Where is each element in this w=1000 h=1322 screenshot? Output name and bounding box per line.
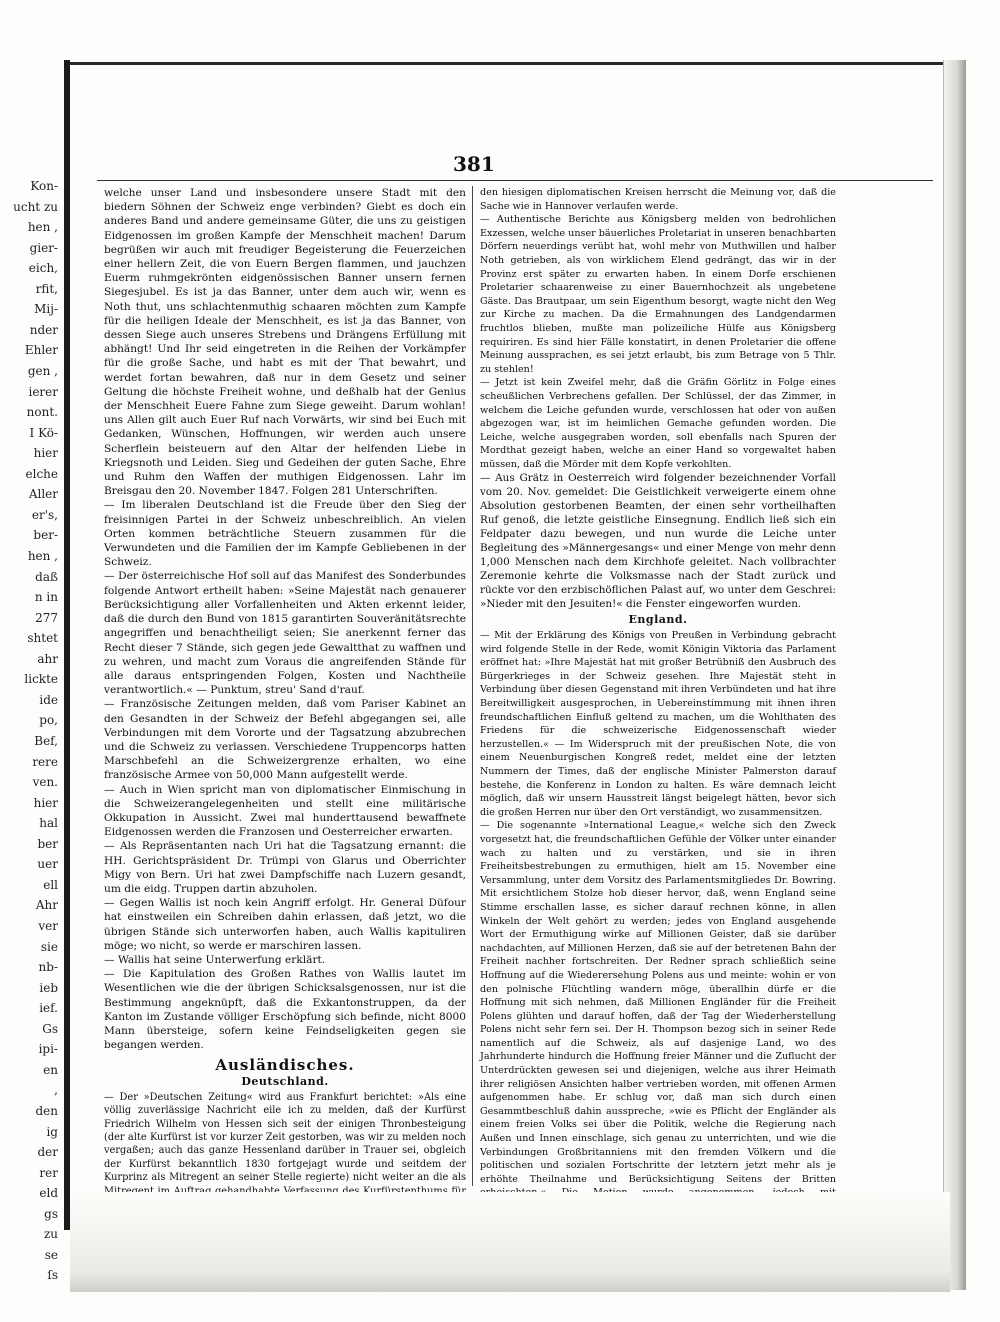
margin-fragment: Ahr (35, 898, 58, 913)
page-bottom-area (70, 1192, 950, 1292)
margin-fragment: hen , (27, 220, 58, 235)
margin-fragment: der (37, 1145, 58, 1160)
margin-fragment: ber (37, 836, 58, 851)
margin-fragment: daß (35, 569, 58, 584)
margin-fragment: gen , (27, 364, 58, 378)
margin-fragment: shtet (27, 631, 58, 646)
margin-fragment: rfit, (35, 281, 58, 296)
column-divider (472, 186, 473, 1186)
margin-fragment: ver (38, 919, 58, 933)
margin-fragment: den (35, 1104, 58, 1118)
margin-fragment: en (43, 1062, 58, 1077)
margin-fragment: ig (46, 1124, 58, 1139)
margin-fragment: nder (29, 322, 58, 337)
margin-fragment: hier (33, 446, 58, 461)
paragraph: — Die sogenannte »International League,« welche sich den Zweck vorgesetzt hat, die freundschaftlichen Gefühle der Völker unter einander wach zu halten und zu verstärken, und sie in ihren Freiheitsbestrebungen zu ermuthigen, hielt am 15. November eine Versammlung, unter dem Vorsitz des Parlamentsmitgliedes Dr. Bowring. Mit ersichtlichem Stolze hob dieser hervor, daß, wenn England seine Stimme erschallen lasse, es sicher darauf rechnen könne, in allen Winkeln der Welt gehört zu werden; jedes von England ausgehende Wort der Ermuthigung wirke auf Millionen Geister, daß sie darüber nachdachten, auf Millionen Herzen, daß sie auf der betretenen Bahn der Freiheit nachher fortschreiten. Der Redner sprach schließlich seine Hoffnung auf die Wiederersehung Polens aus und meinte: wohin er von den polnische Flüchtling wandern möge, überallhin dürfe er die Hoffnung mit sich nehmen, daß Millionen Engländer für die Freiheit Polens glühten und darauf hoffen, daß der Tag der Wiederherstellung Polens nicht sehr fern sei. Der H. Thompson bezog sich in seiner Rede namentlich auf die Schweiz, als auf dasjenige Land, wo des Jahrhunderte hindurch die Hoffnung freier Männer und die Zuflucht der Unterdrückten gewesen sei und diejenigen, welche aus ihrer Heimath ihrer religiösen Ansichten halber vertrieben worden, mit offenen Armen aufgenommen habe. Er schlug vor, daß man sich durch einen Gesammtbeschluß dahin ausspreche, »wie es Pflicht der Engländer als einem freien Volks sei über die Politik, welche die Regierung nach Außen und Innen einschlage, sich genau zu unterrichten, und wie die Verbindungen Großbritanniens mit den fremden Völkern und die politischen und sozialen Fortschritte der letztern jetzt mehr als je erhöhte Theilnahme und Berücksichtigung Seitens der Britten (480, 820, 836, 1185)
paragraph: — Wallis hat seine Unterwerfung erklärt. (104, 953, 326, 966)
margin-fragment: ief. (39, 1001, 58, 1016)
margin-fragment: , (54, 1083, 58, 1098)
margin-fragment: Bef, (34, 734, 58, 748)
left-text-column (104, 186, 466, 1238)
margin-fragment: hier (33, 795, 58, 810)
sub-heading: Deutschland. (241, 1074, 329, 1088)
margin-fragment: 277 (35, 610, 58, 625)
margin-fragment: hen , (27, 549, 58, 563)
margin-fragment: zu (43, 1227, 58, 1242)
margin-fragment: nont. (26, 405, 58, 420)
paragraph: — Jetzt ist kein Zweifel mehr, daß die Gräfin Görlitz in Folge eines scheußlichen Verbrechens gefallen. Der Schlüssel, der das Zimmer, in welchem die Leiche gefunden wurde, verschlossen hat oder von außen abgezogen war, ist im heimlichen Gemache gefunden worden. Die Leiche, welche ausgegraben worden, soll ebenfalls nach Spuren der Mordthat gezeigt haben, welche an einer Hand so vorgewaltet haben müssen, daß die Mörder mit dem Kopfe verkohlten. (480, 377, 836, 470)
paragraph: — Aus Grätz in Oesterreich wird folgender bezeichnender Vorfall vom 20. Nov. gemeldet: Die Geistlichkeit verweigerte einem ohne Absolution gestorbenen Beamten, der einen sehr vortheilhaften Ruf genoß, die letzte geistliche Einsegnung. Endlich ließ sich ein Feldpater dazu bewegen, und nun wurde die Leiche unter Begleitung des »Männergesangs« und einer Menge von mehr denn 1,000 Menschen nach dem Kirchhofe geleitet. Nach vollbrachter Zeremonie kehrte die Volksmasse nach der Stadt zurück und rückte vor den erzbischöflichen Palast auf, wo unter dem Geschrei: »Nieder mit den Jesuiten!« die Fenster eingeworfen wurden. (480, 472, 836, 611)
paragraph: — Gegen Wallis ist noch kein Angriff erfolgt. Hr. General Düfour hat einstweilen ein Schreiben dahin erlassen, daß jetzt, wo die übrigen Stände sich unterworfen haben, auch Wallis kapituliren möge; wo nicht, so werde er marschiren lassen. (104, 897, 466, 952)
page-top-rule (70, 62, 946, 65)
margin-fragment: ucht zu (13, 199, 58, 214)
paragraph: — Authentische Berichte aus Königsberg melden von bedrohlichen Exzessen, welche unser bäuerliches Proletariat in unseren benachbarten Dörfern neuerdings verübt hat, wohl mehr von Muthwillen und halber Noth getrieben, als von wirklichem Elend gedrängt, das wir in der Provinz erst später zu erwarten haben. In einem Dorfe erschienen Proletarier schaarenweise zu einer Bauernhochzeit als ungebetene Gäste. Das Brautpaar, um sein Eigenthum besorgt, wagte nicht den Weg zur Kirche zu machen. Da die Ermahnungen des Landgendarmen fruchtlos blieben, mußte man polizeiliche Hülfe aus Königsberg requiriren. Es sind hier Fälle konstatirt, in denen Proletarier die offene Meinung aussprachen, es sei jetzt erlaubt, bis zum Betrage von 5 Thlr. zu stehlen! (480, 214, 837, 375)
margin-fragment: eich, (28, 261, 58, 276)
margin-fragment: ber- (33, 528, 58, 543)
header-rule (97, 180, 933, 181)
paragraph: — Mit der Erklärung des Königs von Preußen in Verbindung gebracht wird folgende Stelle in der Rede, womit Königin Viktoria das Parlament eröffnet hat: »Ihre Majestät hat mit großer Betrübniß den Ausbruch des Bürgerkrieges in der Schweiz gesehen. Ihre Majestät steht in Verbindung über diesen Gegenstand mit ihren Verbündeten und hat ihre Bereitwilligkeit ausgesprochen, in Uebereinstimmung mit ihnen ihren freundschaftlichen Einfluß geltend zu machen, um die Wohlthaten des Friedens für die schweizerische Eidgenossenschaft wieder herzustellen.« — Im Widerspruch mit der preußischen Note, die von einem Neuenburgischen Kongreß redet, meldet eine der letzten Nummern der Times, daß der englische Minister Palmerston darauf bestehe, die Konferenz in London zu halten. Es wäre demnach leicht möglich, daß wir unsern Hausstreit längst beigelegt hätten, bevor sich die großen Herren nur über den Ort verständigt, wo zusammensitzen. (480, 630, 836, 818)
left-page-margin-fragments (0, 60, 70, 1283)
margin-fragment: gier- (29, 240, 58, 255)
margin-fragment: sie (40, 939, 58, 954)
paragraph: — Auch in Wien spricht man von diplomatischer Einmischung in die Schweizerangelegenheiten und stellt eine militärische Okkupation in Aussicht. Zwei mal hunderttausend bewaffnete Eidgenossen werden die Franzosen und Oesterreicher erwarten. (104, 783, 466, 839)
right-text-column (480, 186, 836, 1268)
margin-fragment: n in (34, 590, 58, 605)
paragraph: — Der österreichische Hof soll auf das Manifest des Sonderbundes folgende Antwort ertheilt haben: »Seine Majestät nach genauerer Berücksichtigung aller Vorfallenheiten und Akten erkennt leider, daß die durch den Bund von 1815 garantirten Souveränitätsrechte angegriffen und benachtheiligt seien; Sie anerkennt ferner das Recht dieser 7 Stände, sich gegen jede Gewaltthat zu waffnen und zu wehren, und macht zum Voraus die angreifenden Stände für alle daraus entspringenden Folgen, Kosten und Nachtheile verantwortlich.« — Punktum, streu' Sand d'rauf. (104, 570, 466, 697)
margin-fragment: Gs (42, 1021, 58, 1036)
page-edge-shadow (943, 60, 966, 1290)
paragraph: den hiesigen diplomatischen Kreisen herrscht die Meinung vor, daß die Sache wie in Hannover verlaufen werde. (480, 187, 836, 212)
margin-fragment: hal (39, 816, 58, 831)
sub-heading: England. (628, 613, 688, 627)
margin-fragment: rere (32, 754, 58, 769)
margin-fragment: uer (37, 857, 58, 872)
paragraph: — Französische Zeitungen melden, daß vom Pariser Kabinet an den Gesandten in der Schweiz der Befehl abgegangen sei, alle Verbindungen mit dem Vororte und der Tagsatzung abzubrechen und die Schweiz zu verlassen. Verschiedene Truppencorps hatten Marschbefehl an die Schweizergrenze erhalten, wo eine französische Armee von 50,000 Mann aufgestellt werde. (104, 698, 466, 782)
margin-fragment: Ehler (24, 343, 58, 358)
margin-fragment: eld (39, 1186, 58, 1201)
margin-fragment: ſs (47, 1268, 58, 1283)
margin-fragment: po, (39, 713, 58, 728)
margin-fragment: elche (25, 466, 58, 481)
paragraph: welche unser Land und insbesondere unsere Stadt mit den biedern Söhnen der Schweiz enge verbinden? Giebt es doch ein anderes Band und andere gemeinsame Güter, die uns zu geistigen Eidgenossen im großen Kampfe der Menschheit machen! Darum begrüßen wir auch mit freudiger Begeisterung die Feuerzeichen einer hellern Zeit, die von Euern Bergen flammen, und jauchzen Euerm ruhmgekrönten eidgenössischen Banner unsern fernen Siegesjubel. Es ist ja das Banner, unter dem auch wir, wenn es Noth thut, uns schlachtenmuthig schaaren möchten zum Kampfe für die heiligen Ideale der Menschheit, es ist ja das Banner, von dessen Siege auch unseres Strebens und Drängens Erfüllung mit abhängt! Und Ihr seid eingetreten in die Reihen der Vorkämpfer für die große Sache, und habt es mit der That bewahrt, und werdet fortan bewahren, daß nur in dem Gesetz und seiner Geltung die höchste Freiheit wohne, und deßhalb hat der Genius der Menschheit Euere Fahne zum Siege geweiht. Darum wohlan! uns Allen gilt auch Euer Ruf nach Vorwärts, wir sind bei Euch mit Gedanken, Wünschen, Hoffnungen, wir werden auch unsere Scherflein beisteuern auf den Altar der helfenden Liebe in Kriegsnoth und Leiden. Sieg und Gedeihen der guten Sache, Ehre und Ruhm den Waffen der muthigen Eidgenossen. Lahr im Breisgau den 20. November 1847. Folgen 281 Unterschriften. (104, 187, 466, 498)
paragraph: — Als Repräsentanten nach Uri hat die Tagsatzung ernannt: die HH. Gerichtspräsident Dr. Trümpi von Glarus und Oberrichter Migy von Bern. Uri hat zwei Dampfschiffe nach Luzern gesandt, um die eidg. Truppen dartin abzuholen. (104, 840, 466, 895)
margin-fragment: ierer (28, 384, 58, 399)
margin-fragment: Aller (28, 487, 58, 502)
margin-fragment: ide (39, 692, 58, 707)
margin-fragment: er's, (31, 507, 58, 522)
section-heading: Ausländisches. (215, 1056, 355, 1075)
margin-fragment: I Kö- (29, 425, 58, 440)
margin-fragment: se (44, 1247, 58, 1262)
margin-fragment: Mij- (34, 302, 58, 317)
margin-fragment: nb- (38, 960, 58, 975)
page-number: 381 (453, 152, 495, 176)
margin-fragment: Kon- (30, 179, 58, 193)
paragraph: — Im liberalen Deutschland ist die Freude über den Sieg der freisinnigen Partei in der Schweiz unbeschreiblich. An vielen Orten kommen beträchtliche Steuern zusammen für die Verwundeten und die Familien der im Kampfe Gebliebenen in der Schweiz. (104, 499, 466, 569)
paragraph: — Der »Deutschen Zeitung« wird aus Frankfurt berichtet: »Als eine völlig zuverlässige Nachricht eile ich zu melden, daß der Kurfürst Friedrich Wilhelm von Hessen sich seit der einigen Thronbesteigung (der alte Kurfürst ist vor kurzer Zeit gestorben, was wir zu melden noch vergaßen; auch das ganze Hessenland darüber in Trauer sei, obgleich der Kurfürst bekanntlich 1830 fortgejagt wurde und seitdem der Kurprinz als Mitregent an seiner Stelle regierte) nicht weiter an die als (104, 1091, 466, 1184)
margin-fragment: rer (39, 1165, 58, 1180)
margin-fragment: ipi- (38, 1042, 58, 1057)
margin-fragment: ahr (37, 651, 58, 666)
paragraph: — Die Kapitulation des Großen Rathes von Wallis lautet im Wesentlichen wie die der übrigen Schicksalsgenossen, nur ist die Bestimmung angeknüpft, daß die Exkantonstruppen, da der Kanton im Zustande völliger Erschöpfung sich befinde, nicht 8000 Mann übersteige, sofern keine Feindseligkeiten gegen sie begangen werden. (104, 968, 466, 1052)
margin-fragment: ieb (39, 980, 58, 995)
margin-fragment: ell (43, 877, 58, 892)
margin-fragment: gs (44, 1206, 58, 1221)
margin-fragment: lickte (24, 672, 58, 687)
margin-fragment: ven. (32, 775, 58, 790)
